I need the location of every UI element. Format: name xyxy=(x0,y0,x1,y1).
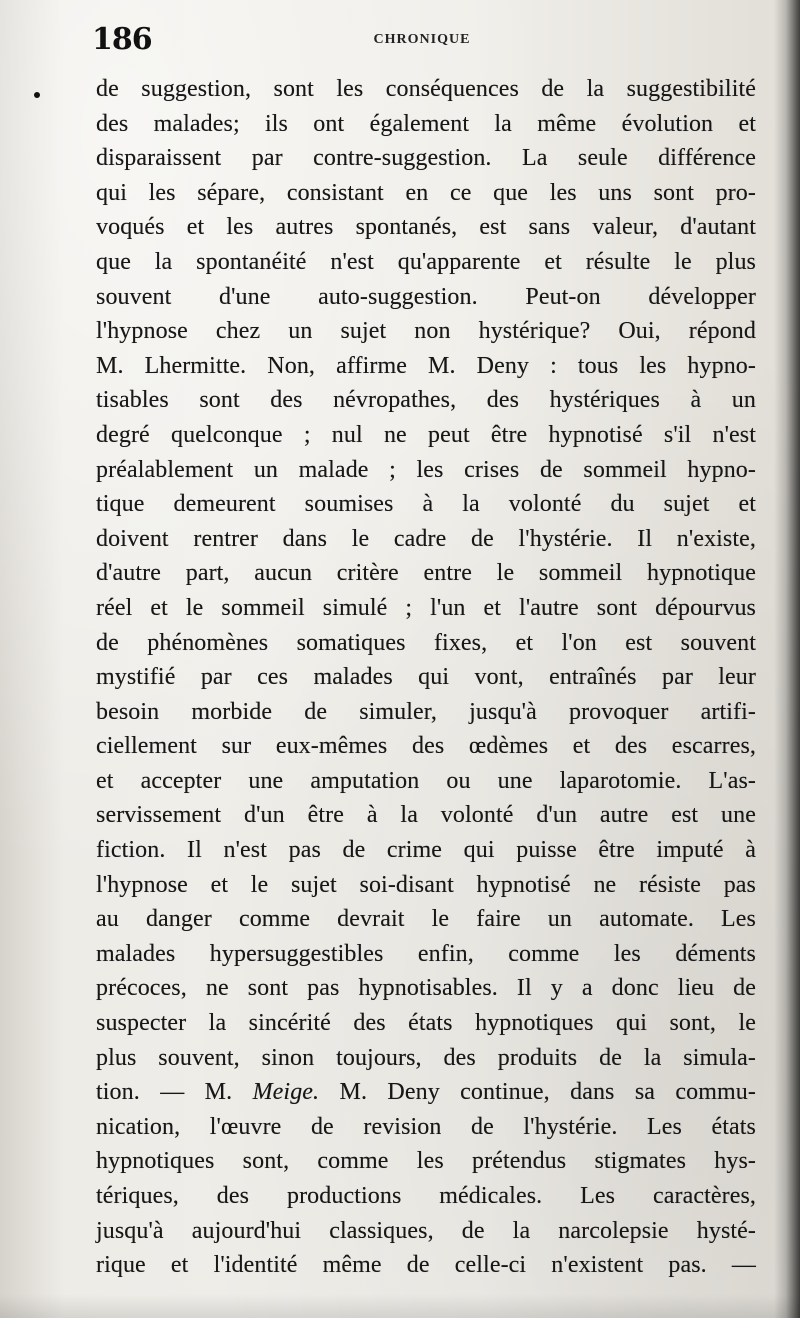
text-line: et accepter une amputation ou une laparotomie. L'as- xyxy=(96,767,756,794)
page-bottom-shadow xyxy=(0,1294,800,1318)
text-line: au danger comme devrait le faire un automate. Les xyxy=(96,906,756,933)
text-line: souvent d'une auto-suggestion. Peut-on développer xyxy=(96,283,756,310)
text-line: tériques, des productions médicales. Les caractères, xyxy=(96,1183,756,1209)
text-line: de suggestion, sont les conséquences de la suggestibilité xyxy=(96,76,756,102)
text-line: d'autre part, aucun critère entre le sommeil hypnotique xyxy=(96,560,756,587)
body-text xyxy=(96,72,756,1283)
text-line: qui les sépare, consistant en ce que les uns sont pro- xyxy=(96,179,756,206)
text-line: réel et le sommeil simulé ; l'un et l'autre sont dépourvus xyxy=(96,594,756,621)
text-line: voqués et les autres spontanés, est sans valeur, d'autant xyxy=(96,214,756,241)
text-line-with-author xyxy=(96,1075,756,1110)
text-segment: tion. — M. xyxy=(96,1079,253,1106)
text-line: disparaissent par contre-suggestion. La seule différence xyxy=(96,145,756,172)
text-line: fiction. Il n'est pas de crime qui puisse être imputé à xyxy=(96,837,756,864)
text-line: degré quelconque ; nul ne peut être hypnotisé s'il n'est xyxy=(96,421,756,448)
text-line: servissement d'un être à la volonté d'un autre est une xyxy=(96,802,756,829)
text-line: l'hypnose chez un sujet non hystérique? Oui, répond xyxy=(96,318,756,345)
page-header xyxy=(92,20,752,60)
text-line: préalablement un malade ; les crises de sommeil hypno- xyxy=(96,456,756,483)
text-line: hypnotiques sont, comme les prétendus stigmates hys- xyxy=(96,1148,756,1175)
text-line: de phénomènes somatiques fixes, et l'on est souvent xyxy=(96,629,756,656)
text-line: nication, l'œuvre de revision de l'hystérie. Les états xyxy=(96,1113,756,1140)
text-line: jusqu'à aujourd'hui classiques, de la narcolepsie hysté- xyxy=(96,1217,756,1244)
text-line: M. Lhermitte. Non, affirme M. Deny : tous les hypno- xyxy=(96,352,756,379)
text-line: rique et l'identité même de celle-ci n'existent pas. — xyxy=(96,1252,756,1279)
running-head: CHRONIQUE xyxy=(373,32,471,47)
page-edge-shadow xyxy=(774,0,800,1318)
text-line: tisables sont des névropathes, des hystériques à un xyxy=(96,387,756,414)
text-line: doivent rentrer dans le cadre de l'hystérie. Il n'existe, xyxy=(96,525,756,552)
page-number: 186 xyxy=(92,22,152,57)
text-line: tique demeurent soumises à la volonté du sujet et xyxy=(96,491,756,518)
text-line: malades hypersuggestibles enfin, comme les déments xyxy=(96,940,756,967)
text-line: que la spontanéité n'est qu'apparente et résulte le plus xyxy=(96,248,756,275)
text-line: ciellement sur eux-mêmes des œdèmes et des escarres, xyxy=(96,733,756,760)
text-line: précoces, ne sont pas hypnotisables. Il y a donc lieu de xyxy=(96,975,756,1002)
margin-dot-mark xyxy=(34,92,40,98)
author-name-italic: Meige. xyxy=(252,1079,320,1106)
text-line: mystifié par ces malades qui vont, entraînés par leur xyxy=(96,664,756,691)
text-line: suspecter la sincérité des états hypnotiques qui sont, le xyxy=(96,1010,756,1037)
text-segment: M. Deny continue, dans sa commu- xyxy=(319,1079,756,1106)
text-line: plus souvent, sinon toujours, des produits de la simula- xyxy=(96,1044,756,1071)
text-line: besoin morbide de simuler, jusqu'à provoquer artifi- xyxy=(96,698,756,725)
text-line: des malades; ils ont également la même évolution et xyxy=(96,110,756,137)
text-line: l'hypnose et le sujet soi-disant hypnotisé ne résiste pas xyxy=(96,871,756,898)
